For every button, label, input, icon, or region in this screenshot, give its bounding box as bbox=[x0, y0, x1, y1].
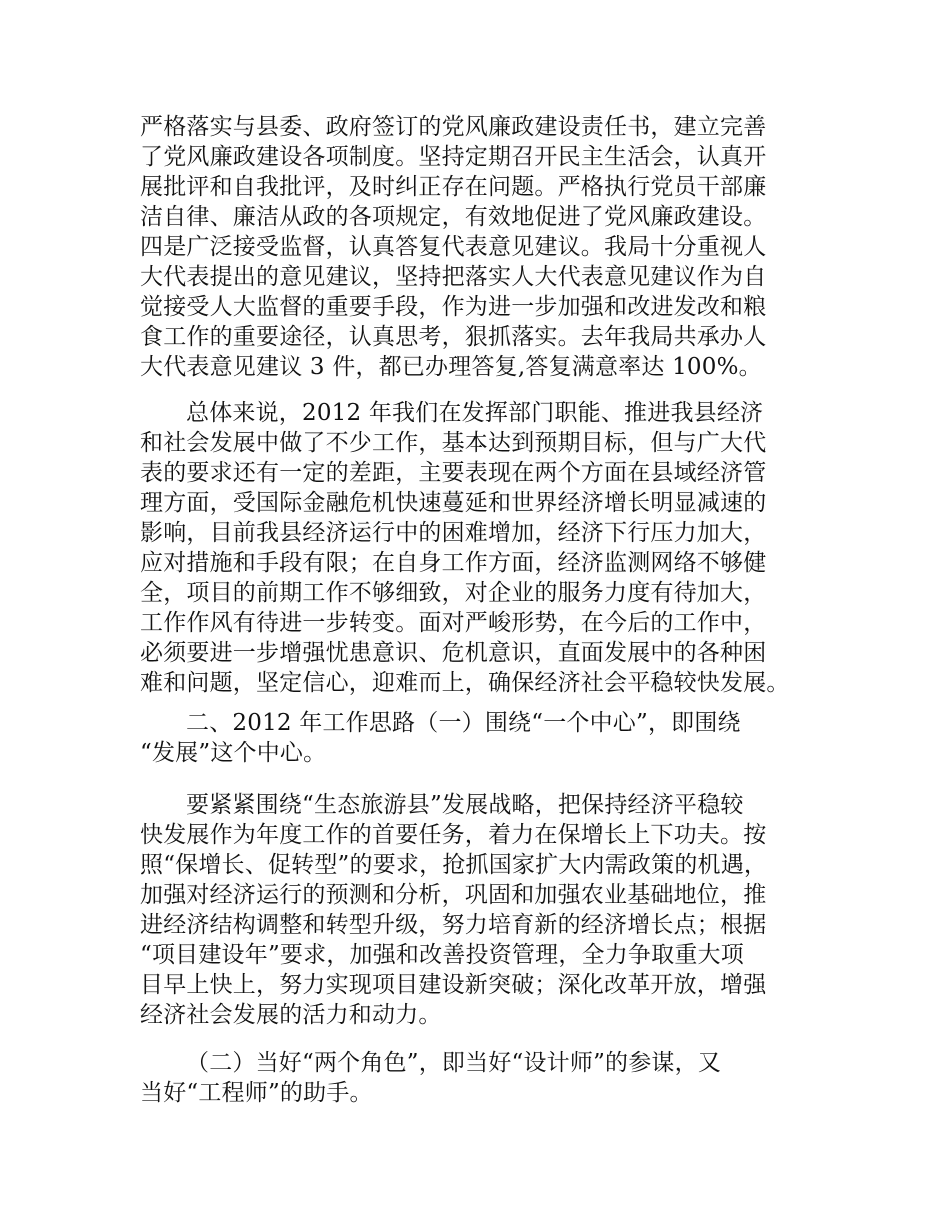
text-line: 当好“工程师”的助手。 bbox=[140, 1080, 373, 1106]
text-line: 全，项目的前期工作不够细致，对企业的服务力度有待加大， bbox=[140, 580, 767, 606]
text-line: 照“保增长、促转型”的要求，抢抓国家扩大内需政策的机遇， bbox=[140, 852, 768, 878]
text-line: 和社会发展中做了不少工作，基本达到预期目标，但与广大代 bbox=[140, 430, 767, 456]
text-line: “项目建设年”要求，加强和改善投资管理，全力争取重大项 bbox=[140, 942, 744, 968]
text-line: 进经济结构调整和转型升级，努力培育新的经济增长点；根据 bbox=[140, 912, 767, 938]
text-line: 严格落实与县委、政府签订的党风廉政建设责任书，建立完善 bbox=[140, 114, 767, 140]
paragraph-summary bbox=[140, 398, 840, 698]
text-line: （二）当好“两个角色”，即当好“设计师”的参谋，又 bbox=[186, 1050, 722, 1076]
text-line: 展批评和自我批评，及时纠正存在问题。严格执行党员干部廉 bbox=[140, 174, 767, 200]
text-line: 大代表提出的意见建议，坚持把落实人大代表意见建议作为自 bbox=[140, 264, 767, 290]
text-line: 觉接受人大监督的重要手段，作为进一步加强和改进发改和粮 bbox=[140, 294, 767, 320]
text-line: 总体来说，2012 年我们在发挥部门职能、推进我县经济 bbox=[186, 400, 764, 426]
text-line: 加强对经济运行的预测和分析，巩固和加强农业基础地位，推 bbox=[140, 882, 767, 908]
text-line: “发展”这个中心。 bbox=[140, 740, 327, 766]
paragraph-development-strategy bbox=[140, 790, 840, 1030]
text-line: 应对措施和手段有限；在自身工作方面，经济监测网络不够健 bbox=[140, 550, 767, 576]
text-line: 洁自律、廉洁从政的各项规定，有效地促进了党风廉政建设。 bbox=[140, 204, 767, 230]
paragraph-party-conduct bbox=[140, 112, 840, 382]
text-line: 表的要求还有一定的差距，主要表现在两个方面在县域经济管 bbox=[140, 460, 767, 486]
text-line: 了党风廉政建设各项制度。坚持定期召开民主生活会，认真开 bbox=[140, 144, 767, 170]
text-line: 经济社会发展的活力和动力。 bbox=[140, 1002, 442, 1028]
text-line: 目早上快上，努力实现项目建设新突破；深化改革开放，增强 bbox=[140, 972, 767, 998]
text-line: 理方面，受国际金融危机快速蔓延和世界经济增长明显减速的 bbox=[140, 490, 767, 516]
text-line: 要紧紧围绕“生态旅游县”发展战略，把保持经济平稳较 bbox=[186, 792, 744, 818]
text-line: 影响，目前我县经济运行中的困难增加，经济下行压力加大， bbox=[140, 520, 767, 546]
paragraph-two-roles bbox=[140, 1048, 840, 1108]
text-line: 难和问题，坚定信心，迎难而上，确保经济社会平稳较快发展。 bbox=[140, 670, 790, 696]
text-line: 必须要进一步增强忧患意识、危机意识，直面发展中的各种困 bbox=[140, 640, 767, 666]
section-heading-2012-plan bbox=[140, 708, 840, 768]
text-line: 食工作的重要途径，认真思考，狠抓落实。去年我局共承办人 bbox=[140, 324, 767, 350]
text-line: 工作作风有待进一步转变。面对严峻形势，在今后的工作中， bbox=[140, 610, 767, 636]
text-line: 二、2012 年工作思路（一）围绕“一个中心”，即围绕 bbox=[186, 710, 741, 736]
text-line: 四是广泛接受监督，认真答复代表意见建议。我局十分重视人 bbox=[140, 234, 767, 260]
text-line: 大代表意见建议 3 件，都已办理答复,答复满意率达 100%。 bbox=[140, 354, 762, 380]
text-line: 快发展作为年度工作的首要任务，着力在保增长上下功夫。按 bbox=[140, 822, 767, 848]
